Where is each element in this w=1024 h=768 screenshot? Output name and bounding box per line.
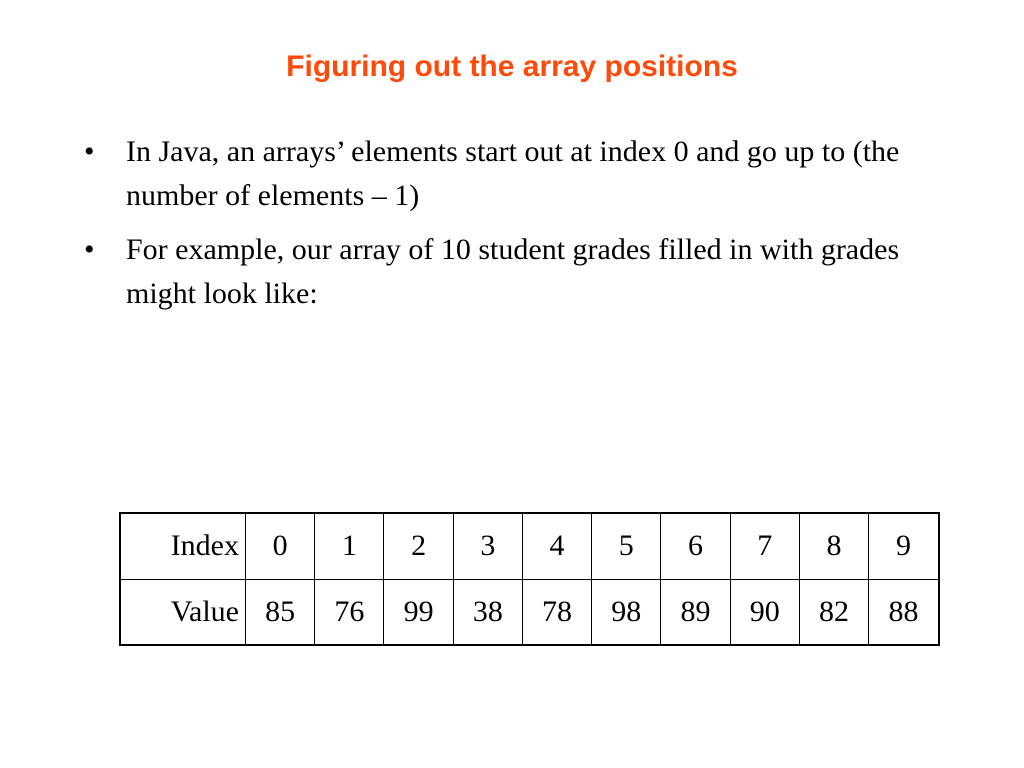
index-cell: 6 [661, 513, 730, 579]
bullet-item [84, 228, 944, 316]
value-cell: 89 [661, 579, 730, 645]
index-cell: 7 [730, 513, 799, 579]
value-cell: 90 [730, 579, 799, 645]
value-cell: 85 [246, 579, 315, 645]
index-cell: 5 [592, 513, 661, 579]
value-label: Value [120, 579, 246, 645]
value-row [120, 579, 939, 645]
bullet-text: In Java, an arrays’ elements start out at index 0 and go up to (the number of elements – 1) [126, 135, 900, 212]
value-cell: 82 [799, 579, 868, 645]
index-cell: 8 [799, 513, 868, 579]
value-cell: 78 [522, 579, 591, 645]
index-cell: 3 [453, 513, 522, 579]
value-cell: 99 [384, 579, 453, 645]
index-cell: 2 [384, 513, 453, 579]
index-cell: 4 [522, 513, 591, 579]
value-cell: 98 [592, 579, 661, 645]
value-cell: 88 [869, 579, 939, 645]
slide-title: Figuring out the array positions [286, 50, 738, 83]
bullet-icon: • [84, 135, 95, 168]
index-row [120, 513, 939, 579]
bullet-list [84, 130, 944, 326]
bullet-icon: • [84, 233, 95, 266]
index-cell: 0 [246, 513, 315, 579]
bullet-text: For example, our array of 10 student grades filled in with grades might look like: [126, 233, 900, 310]
value-cell: 76 [315, 579, 384, 645]
index-cell: 9 [869, 513, 939, 579]
grades-table [119, 512, 940, 646]
index-label: Index [120, 513, 246, 579]
index-cell: 1 [315, 513, 384, 579]
bullet-item [84, 130, 944, 218]
value-cell: 38 [453, 579, 522, 645]
